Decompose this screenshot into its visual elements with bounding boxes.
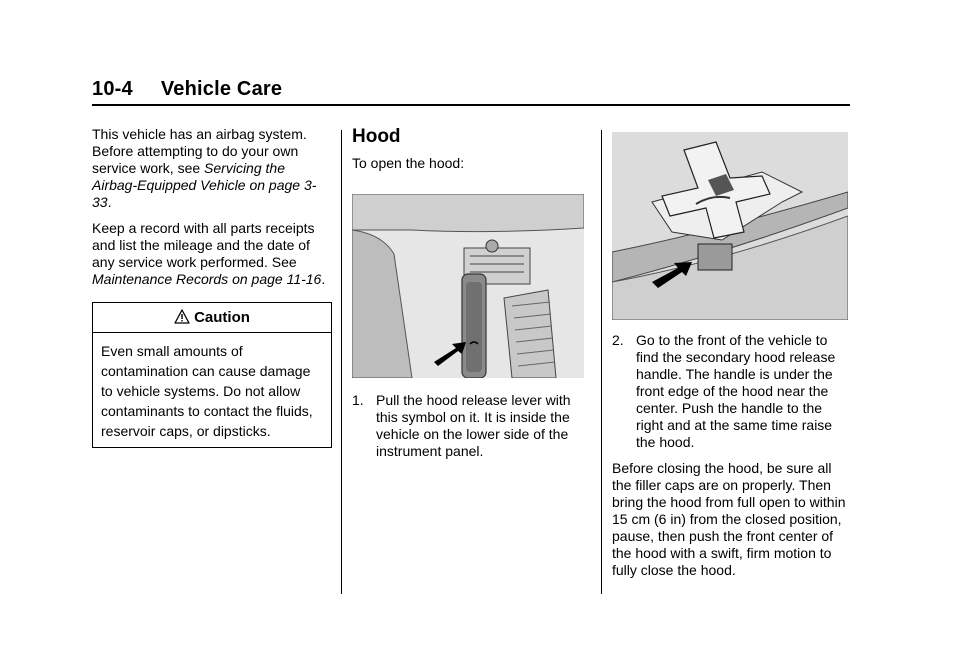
hood-release-lever-illustration — [352, 194, 584, 378]
airbag-text-end: . — [107, 194, 112, 210]
secondary-hood-release-illustration — [612, 132, 848, 320]
airbag-paragraph — [92, 126, 332, 211]
header-rule — [92, 104, 850, 106]
records-paragraph — [92, 220, 332, 288]
airbag-text: This vehicle has an airbag system. Before attempting to do your own service work, see — [92, 126, 307, 176]
closing-paragraph: Before closing the hood, be sure all the filler caps are on properly. Then bring the hood from full open to within 15 cm (6 in) from the closed position, pause, then push the front center of the hood with a swift, firm motion to fully close the hood. — [612, 460, 846, 578]
column-middle — [352, 126, 588, 469]
hood-lead: To open the hood: — [352, 155, 465, 171]
page-header — [92, 78, 282, 101]
column-divider-left — [341, 130, 342, 594]
column-right — [612, 126, 852, 588]
step-2-text: Go to the front of the vehicle to find the secondary hood release handle. The handle is under the front edge of the hood near the center. Push the handle to the right and at the same time raise the hood. — [636, 332, 836, 450]
page-number: 10-4 — [92, 78, 133, 100]
maintenance-records-link[interactable]: Maintenance Records on page 11-16 — [92, 271, 322, 287]
column-divider-right — [601, 130, 602, 594]
step-1 — [352, 392, 588, 460]
airbag-reference-link[interactable]: Servicing the Airbag-Equipped Vehicle on page 3-33 — [92, 160, 317, 210]
records-text-end: . — [321, 271, 326, 287]
warning-triangle-icon — [174, 309, 190, 324]
column-left — [92, 126, 332, 448]
caution-text: Even small amounts of contamination can cause damage to vehicle systems. Do not allow contaminants to contact the fluids, reservoir caps, or dipsticks. — [101, 343, 313, 439]
step-2 — [612, 332, 852, 451]
step-2-number: 2. — [612, 332, 624, 348]
caution-box — [92, 302, 332, 448]
hood-heading: Hood — [352, 126, 401, 147]
step-1-text: Pull the hood release lever with this symbol on it. It is inside the vehicle on the lower side of the instrument panel. — [376, 392, 571, 459]
section-title: Vehicle Care — [160, 78, 283, 100]
caution-title: Caution — [194, 309, 250, 326]
step-1-number: 1. — [352, 392, 364, 408]
caution-header — [93, 303, 331, 333]
records-text: Keep a record with all parts receipts and list the mileage and the date of any service work performed. See — [92, 220, 315, 270]
